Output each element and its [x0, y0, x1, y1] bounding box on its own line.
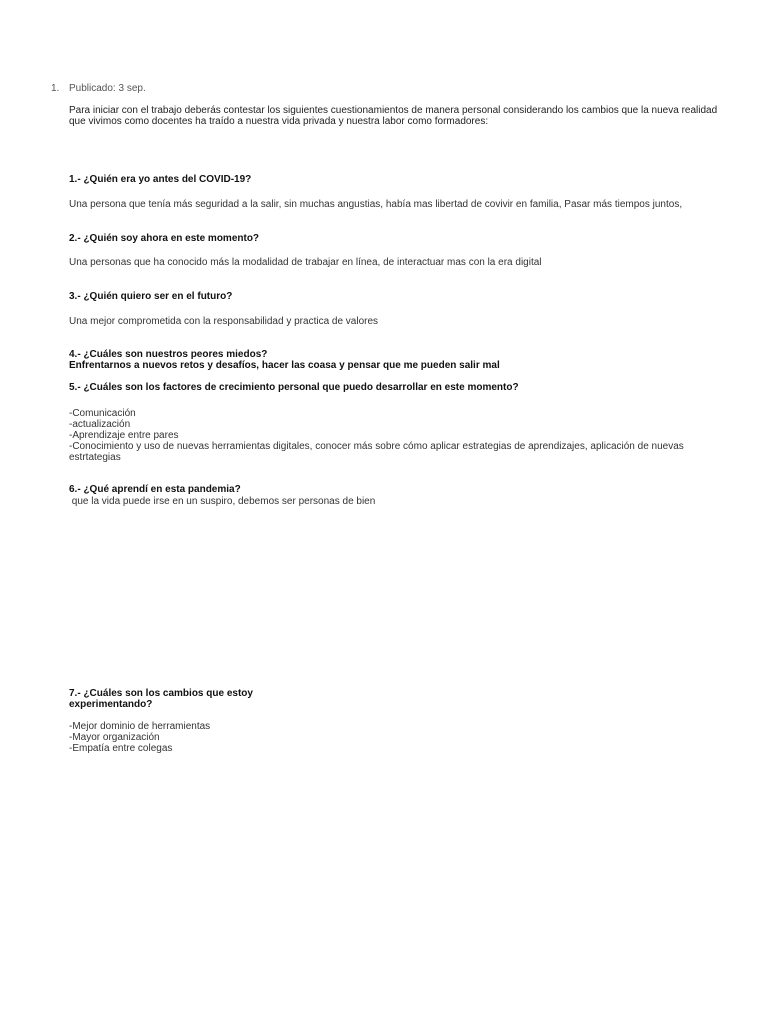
question-7-line-2: experimentando? — [69, 699, 153, 710]
list-item: -actualización — [69, 419, 131, 430]
answer-3: Una mejor comprometida con la responsabilidad y practica de valores — [69, 316, 379, 327]
question-5: 5.- ¿Cuáles son los factores de crecimiento personal que puedo desarrollar en este momento? — [69, 382, 519, 393]
answer-7-list — [69, 721, 210, 754]
list-item: -Mejor dominio de herramientas — [69, 721, 211, 732]
question-7 — [69, 688, 253, 710]
answer-1: Una persona que tenía más seguridad a la salir, sin muchas angustias, había mas libertad de covivir en familia, Pasar más tiempos juntos, — [69, 199, 683, 210]
question-1: 1.- ¿Quién era yo antes del COVID-19? — [69, 174, 252, 185]
list-number: 1. — [51, 83, 60, 94]
answer-4: Enfrentarnos a nuevos retos y desafíos, hacer las coasa y pensar que me pueden salir mal — [69, 360, 500, 371]
list-item: -Comunicación — [69, 408, 136, 419]
published-line — [51, 83, 146, 94]
question-2: 2.- ¿Quién soy ahora en este momento? — [69, 233, 260, 244]
list-item: estrtategias — [69, 452, 121, 463]
intro-line-2: que vivimos como docentes ha traído a nuestra vida privada y nuestra labor como formadores: — [69, 116, 489, 127]
question-6: 6.- ¿Qué aprendí en esta pandemia? — [69, 484, 241, 495]
question-4: 4.- ¿Cuáles son nuestros peores miedos? — [69, 349, 268, 360]
question-3: 3.- ¿Quién quiero ser en el futuro? — [69, 291, 233, 302]
answer-5-list — [69, 408, 684, 463]
answer-6: que la vida puede irse en un suspiro, debemos ser personas de bien — [69, 496, 376, 507]
list-item: -Empatía entre colegas — [69, 743, 173, 754]
published-date: Publicado: 3 sep. — [69, 83, 146, 94]
list-item: -Conocimiento y uso de nuevas herramientas digitales, conocer más sobre cómo aplicar estrategias de aprendizajes, aplicación de nuevas — [69, 441, 684, 452]
answer-2: Una personas que ha conocido más la modalidad de trabajar en línea, de interactuar mas con la era digital — [69, 257, 542, 268]
list-item: -Mayor organización — [69, 732, 160, 743]
intro-line-1: Para iniciar con el trabajo deberás contestar los siguientes cuestionamientos de manera personal considerando los cambios que la nueva realidad — [69, 105, 718, 116]
intro-paragraph — [69, 105, 718, 127]
question-7-line-1: 7.- ¿Cuáles son los cambios que estoy — [69, 688, 253, 699]
list-item: -Aprendizaje entre pares — [69, 430, 179, 441]
